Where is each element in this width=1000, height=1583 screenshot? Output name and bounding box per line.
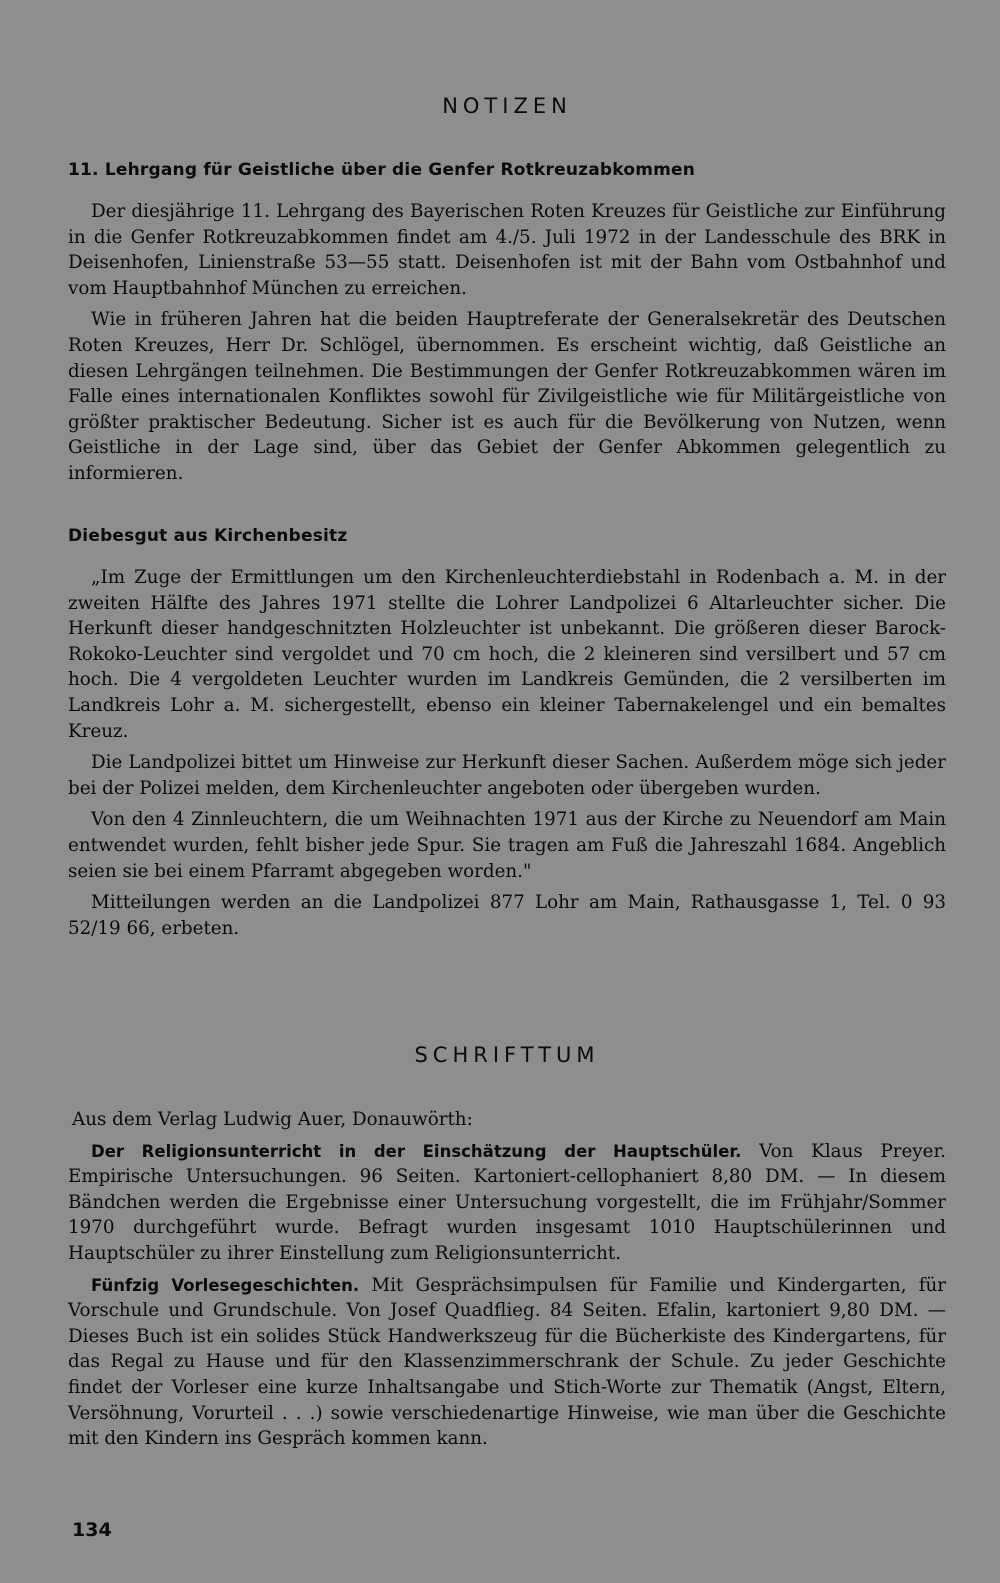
paragraph: Mitteilungen werden an die Landpolizei 877 Lohr am Main, Rathausgasse 1, Tel. 0 93 52/19 66, erbeten. <box>68 892 946 939</box>
paragraph: Der diesjährige 11. Lehrgang des Bayerischen Roten Kreuzes für Geistliche zur Einführung in die Genfer Rotkreuzabkommen findet am 4./5. Juli 1972 in der Landesschule des BRK in Deisenhofen, Linienstraße 53—55 statt. Deisenhofen ist mit der Bahn vom Ostbahnhof und vom Hauptbahnhof München zu erreichen. <box>68 201 946 299</box>
book-entry <box>68 1273 946 1452</box>
paragraph: „Im Zuge der Ermittlungen um den Kirchenleuchterdiebstahl in Rodenbach a. M. in der zweiten Hälfte des Jahres 1971 stellte die Lohrer Landpolizei 6 Altarleuchter sicher. Die Herkunft dieser handgeschnitzten Holzleuchter ist unbekannt. Die größeren dieser Barock-Rokoko-Leuchter sind vergoldet und 70 cm hoch, die 2 kleineren sind versilbert und 57 cm hoch. Die 4 vergoldeten Leuchter wurden im Landkreis Gemünden, die 2 versilberten im Landkreis Lohr a. M. sichergestellt, ebenso ein kleiner Tabernakelengel und ein bemaltes Kreuz. <box>68 567 946 742</box>
book-description: Von Klaus Preyer. Empirische Untersuchungen. 96 Seiten. Kartoniert-cellophaniert 8,80 DM. — In diesem Bändchen werden die Ergebnisse einer Untersuchung vorgestellt, die im Frühjahr/Sommer 1970 durchgeführt wurde. Befragt wurden insgesamt 1010 Hauptschülerinnen und Hauptschüler zu ihrer Einstellung zum Religionsunterricht. <box>68 1140 946 1264</box>
book-description: Mit Gesprächsimpulsen für Familie und Kindergarten, für Vorschule und Grundschule. Von Josef Quadflieg. 84 Seiten. Efalin, kartoniert 9,80 DM. — Dieses Buch ist ein solides Stück Handwerkszeug für die Bücherkiste des Kindergartens, für das Regal zu Hause und für den Klassenzimmerschrank der Schule. Zu jeder Geschichte findet der Vorleser eine kurze Inhaltsangabe und Stich-Worte zur Thematik (Angst, Eltern, Versöhnung, Vorurteil . . .) sowie verschiedenartige Hinweise, wie man über die Geschichte mit den Kindern ins Gespräch kommen kann. <box>68 1274 946 1450</box>
article-title-diebesgut: Diebesgut aus Kirchenbesitz <box>68 526 348 546</box>
section-heading-schrifttum: SCHRIFTTUM <box>414 1043 600 1067</box>
article-title-rotkreuz: 11. Lehrgang für Geistliche über die Genfer Rotkreuzabkommen <box>68 160 696 180</box>
article-body-diebesgut <box>68 565 946 941</box>
book-title: Fünfzig Vorlesegeschichten. <box>91 1275 360 1295</box>
publisher-line: Aus dem Verlag Ludwig Auer, Donauwörth: <box>72 1109 473 1130</box>
section-heading-notizen: NOTIZEN <box>442 94 572 118</box>
paragraph: Von den 4 Zinnleuchtern, die um Weihnachten 1971 aus der Kirche zu Neuendorf am Main entwendet wurden, fehlt bisher jede Spur. Sie tragen am Fuß die Jahreszahl 1684. Angeblich seien sie bei einem Pfarramt abgegeben worden." <box>68 809 946 882</box>
book-title: Der Religionsunterricht in der Einschätzung der Hauptschüler. <box>91 1141 742 1161</box>
paragraph: Wie in früheren Jahren hat die beiden Hauptreferate der Generalsekretär des Deutschen Roten Kreuzes, Herr Dr. Schlögel, übernommen. Es erscheint wichtig, daß Geistliche an diesen Lehrgängen teilnehmen. Die Bestimmungen der Genfer Rotkreuzabkommen wären im Falle eines internationalen Konfliktes sowohl für Zivilgeistliche wie für Militärgeistliche von größter praktischer Bedeutung. Sicher ist es auch für die Bevölkerung von Nutzen, wenn Geistliche in der Lage sind, über das Gebiet der Genfer Abkommen gelegentlich zu informieren. <box>68 309 946 484</box>
book-entry <box>68 1139 946 1267</box>
article-body-rotkreuz <box>68 199 946 487</box>
paragraph: Die Landpolizei bittet um Hinweise zur Herkunft dieser Sachen. Außerdem möge sich jeder bei der Polizei melden, dem Kirchenleuchter angeboten oder übergeben wurden. <box>68 752 946 799</box>
page-number: 134 <box>72 1519 112 1541</box>
schrifttum-body <box>68 1107 946 1452</box>
